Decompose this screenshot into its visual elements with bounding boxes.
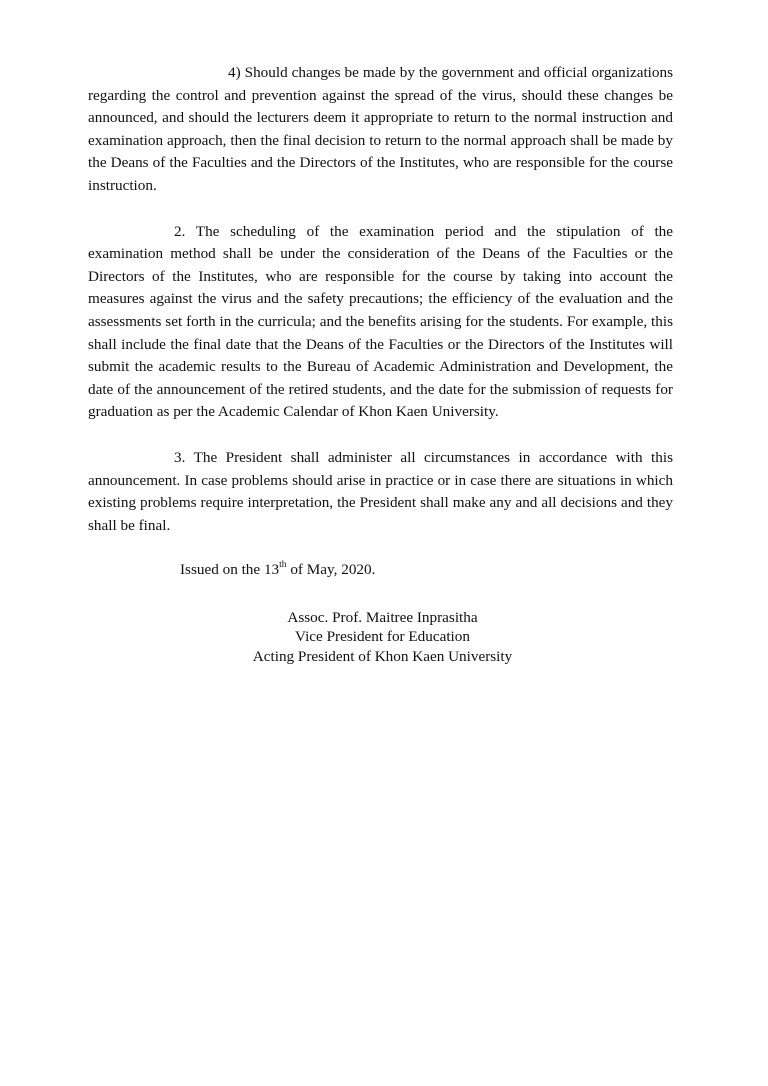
signature-block [88, 608, 673, 667]
issued-date-line [88, 559, 673, 582]
signatory-name: Assoc. Prof. Maitree Inprasitha [287, 608, 478, 626]
issued-rest: of May, 2020. [286, 561, 376, 579]
issued-prefix: Issued on the 13 [180, 561, 280, 579]
clause-2-paragraph: 2. The scheduling of the examination period and the stipulation of the examination method shall be under the consideration of the Deans of the Faculties or the Directors of the Institutes, who are responsible for the course by taking into account the measures against the virus and the safety precautions; the efficiency of the evaluation and the assessments set forth in the curricula; and the benefits arising for the students. For example, this shall include the final date that the Deans of the Faculties or the Directors of the Institutes will submit the academic results to the Bureau of Academic Administration and Development, the date of the announcement of the retired students, and the date for the submission of requests for graduation as per the Academic Calendar of Khon Kaen University. [88, 222, 673, 421]
signatory-title-2: Acting President of Khon Kaen University [252, 647, 513, 665]
item-4-paragraph: 4) Should changes be made by the government and official organizations regarding the control and prevention against the spread of the virus, should these changes be announced, and should the lecturers deem it appropriate to return to the normal instruction and examination approach, then the final decision to return to the normal approach shall be made by the Deans of the Faculties and the Directors of the Institutes, who are responsible for the course instruction. [88, 64, 673, 194]
clause-3-paragraph: 3. The President shall administer all circumstances in accordance with this announcement. In case problems should arise in practice or in case there are situations in which existing problems require interpretation, the President shall make any and all decisions and they shall be final. [88, 448, 673, 534]
document-page [88, 62, 673, 666]
signatory-title-1: Vice President for Education [295, 628, 470, 646]
issued-ordinal-suffix: th [279, 560, 287, 571]
